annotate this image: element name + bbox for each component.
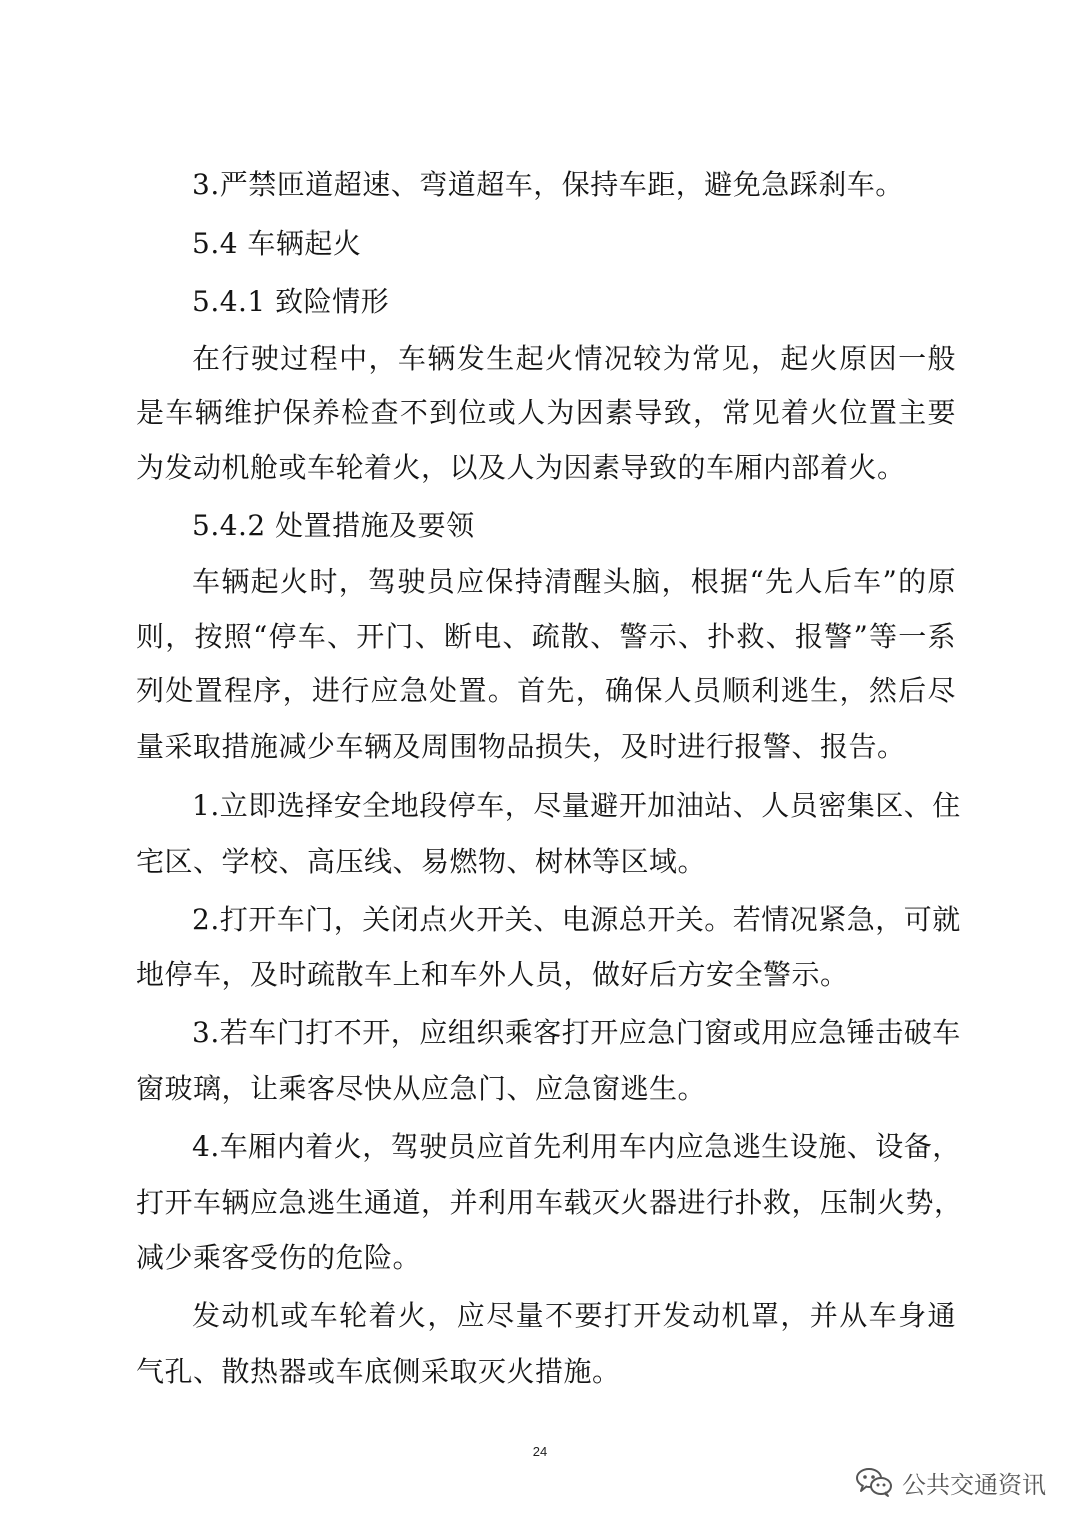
text-line-rule-3: 3.严禁匝道超速、弯道超车，保持车距，避免急踩刹车。	[192, 168, 904, 201]
paragraph-line: 为发动机舱或车轮着火，以及人为因素导致的车厢内部着火。	[136, 451, 906, 484]
paragraph-line: 发动机或车轮着火，应尽量不要打开发动机罩，并从车身通	[192, 1299, 956, 1332]
list-item-line: 2.打开车门，关闭点火开关、电源总开关。若情况紧急，可就	[192, 903, 961, 936]
list-item-line: 窗玻璃，让乘客尽快从应急门、应急窗逃生。	[136, 1072, 707, 1105]
section-heading-5-4: 5.4 车辆起火	[192, 227, 362, 260]
page-number: 24	[532, 1444, 548, 1459]
paragraph-line: 在行驶过程中，车辆发生起火情况较为常见，起火原因一般	[192, 342, 956, 375]
list-item-line: 3.若车门打不开，应组织乘客打开应急门窗或用应急锤击破车	[192, 1016, 961, 1049]
list-item-line: 宅区、学校、高压线、易燃物、树林等区域。	[136, 845, 707, 878]
subsection-heading-5-4-1: 5.4.1 致险情形	[192, 285, 390, 318]
wechat-icon	[854, 1465, 894, 1499]
paragraph-line: 气孔、散热器或车底侧采取灭火措施。	[136, 1355, 621, 1388]
source-watermark	[854, 1462, 1046, 1502]
list-item-line: 1.立即选择安全地段停车，尽量避开加油站、人员密集区、住	[192, 789, 961, 822]
subsection-heading-5-4-2: 5.4.2 处置措施及要领	[192, 509, 475, 542]
paragraph-line: 则，按照“停车、开门、断电、疏散、警示、扑救、报警”等一系	[136, 620, 956, 653]
list-item-line: 减少乘客受伤的危险。	[136, 1241, 422, 1274]
watermark-text: 公共交通资讯	[902, 1470, 1046, 1499]
paragraph-line: 列处置程序，进行应急处置。首先，确保人员顺利逃生，然后尽	[136, 674, 956, 707]
list-item-line: 打开车辆应急逃生通道，并利用车载灭火器进行扑救，压制火势，	[136, 1186, 963, 1219]
list-item-line: 地停车，及时疏散车上和车外人员，做好后方安全警示。	[136, 958, 849, 991]
list-item-line: 4.车厢内着火，驾驶员应首先利用车内应急逃生设施、设备，	[192, 1130, 961, 1163]
paragraph-line: 车辆起火时，驾驶员应保持清醒头脑，根据“先人后车”的原	[192, 565, 956, 598]
paragraph-line: 量采取措施减少车辆及周围物品损失，及时进行报警、报告。	[136, 730, 906, 763]
paragraph-line: 是车辆维护保养检查不到位或人为因素导致，常见着火位置主要	[136, 396, 956, 429]
